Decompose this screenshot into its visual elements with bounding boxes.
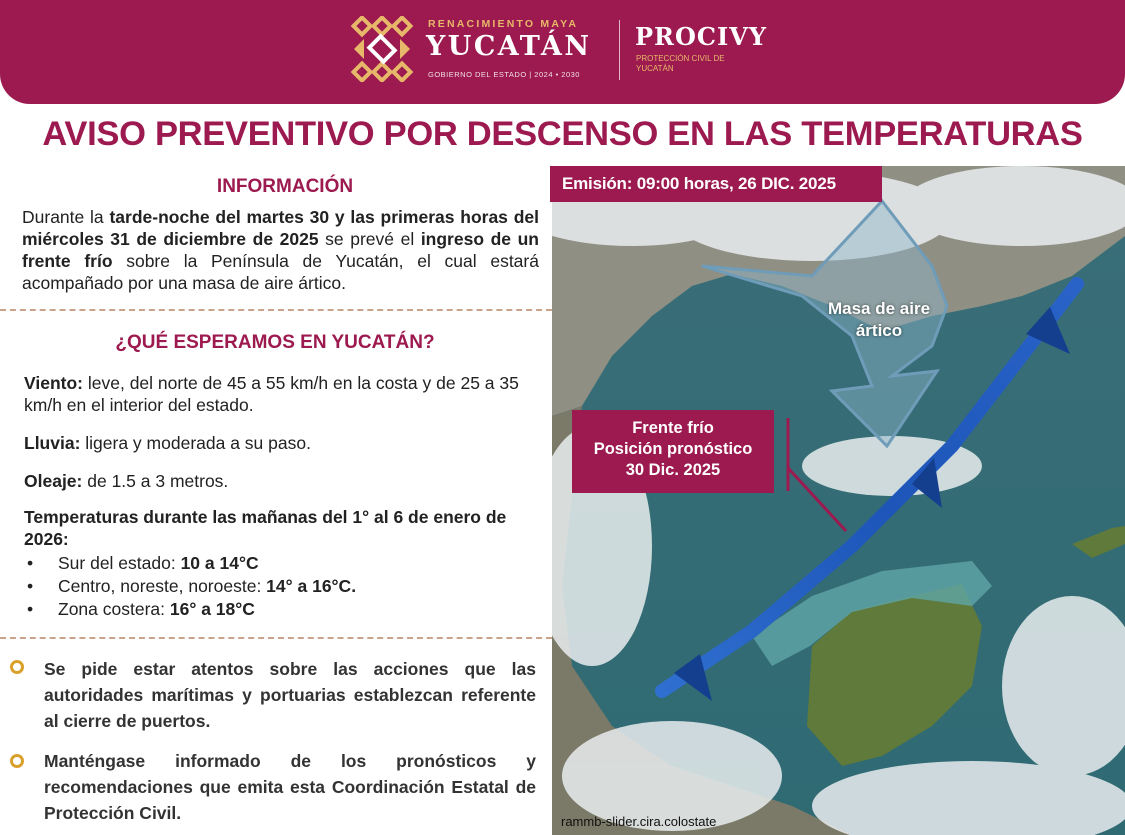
header-divider [619, 20, 620, 80]
agency-subtitle: PROTECCIÓN CIVIL DE YUCATÁN [636, 54, 725, 73]
emission-badge: Emisión: 09:00 horas, 26 DIC. 2025 [550, 166, 882, 202]
list-item: • Sur del estado: 10 a 14°C [24, 552, 356, 575]
info-heading: INFORMACIÓN [216, 176, 354, 197]
brand-government: GOBIERNO DEL ESTADO | 2024 • 2030 [428, 70, 580, 79]
header-banner [0, 0, 1125, 104]
note-stay-informed: Manténgase informado de los pronósticos y recomendaciones que emita esta Coordinación Estatal de Protección Civil. [44, 751, 536, 823]
section-divider [0, 309, 552, 311]
note-ports: Se pide estar atentos sobre las acciones que las autoridades marítimas y portuarias establezcan referente al cierre de puertos. [44, 659, 536, 731]
rain-info: Lluvia: ligera y moderada a su paso. [24, 433, 311, 453]
bullet-ring-icon [10, 660, 24, 674]
section-divider [0, 637, 552, 639]
wind-info: Viento: leve, del norte de 45 a 55 km/h en la costa y de 25 a 35 km/h en el interior del estado. [24, 373, 519, 415]
page-title: AVISO PREVENTIVO POR DESCENSO EN LAS TEMPERATURAS [42, 115, 1083, 153]
agency-name: PROCIVY [635, 22, 767, 51]
temps-heading: Temperaturas durante las mañanas del 1° al 6 de enero de 2026: [24, 507, 507, 549]
list-item: • Zona costera: 16° a 18°C [24, 598, 356, 621]
waves-info: Oleaje: de 1.5 a 3 metros. [24, 471, 229, 491]
expect-heading: ¿QUÉ ESPERAMOS EN YUCATÁN? [115, 332, 435, 353]
satellite-map [552, 166, 1125, 835]
bullet-ring-icon [10, 754, 24, 768]
temperature-list [24, 552, 356, 621]
info-paragraph: Durante la tarde-noche del martes 30 y las primeras horas del miércoles 31 de diciembre de 2025 se prevé el ingreso de un frente frío sobre la Península de Yucatán, el cual estará acompañado por una masa de aire ártico. [22, 207, 539, 293]
list-item: • Centro, noreste, noroeste: 14° a 16°C. [24, 575, 356, 598]
mayan-knot-logo-icon [350, 16, 414, 82]
cold-front-label: Frente frío Posición pronóstico 30 Dic. 2025 [572, 410, 774, 493]
image-credit: rammb-slider.cira.colostate [561, 814, 717, 829]
air-mass-label: Masa de aire ártico [827, 299, 931, 340]
brand-name: YUCATÁN [426, 31, 592, 62]
brand-tagline: RENACIMIENTO MAYA [428, 18, 579, 30]
